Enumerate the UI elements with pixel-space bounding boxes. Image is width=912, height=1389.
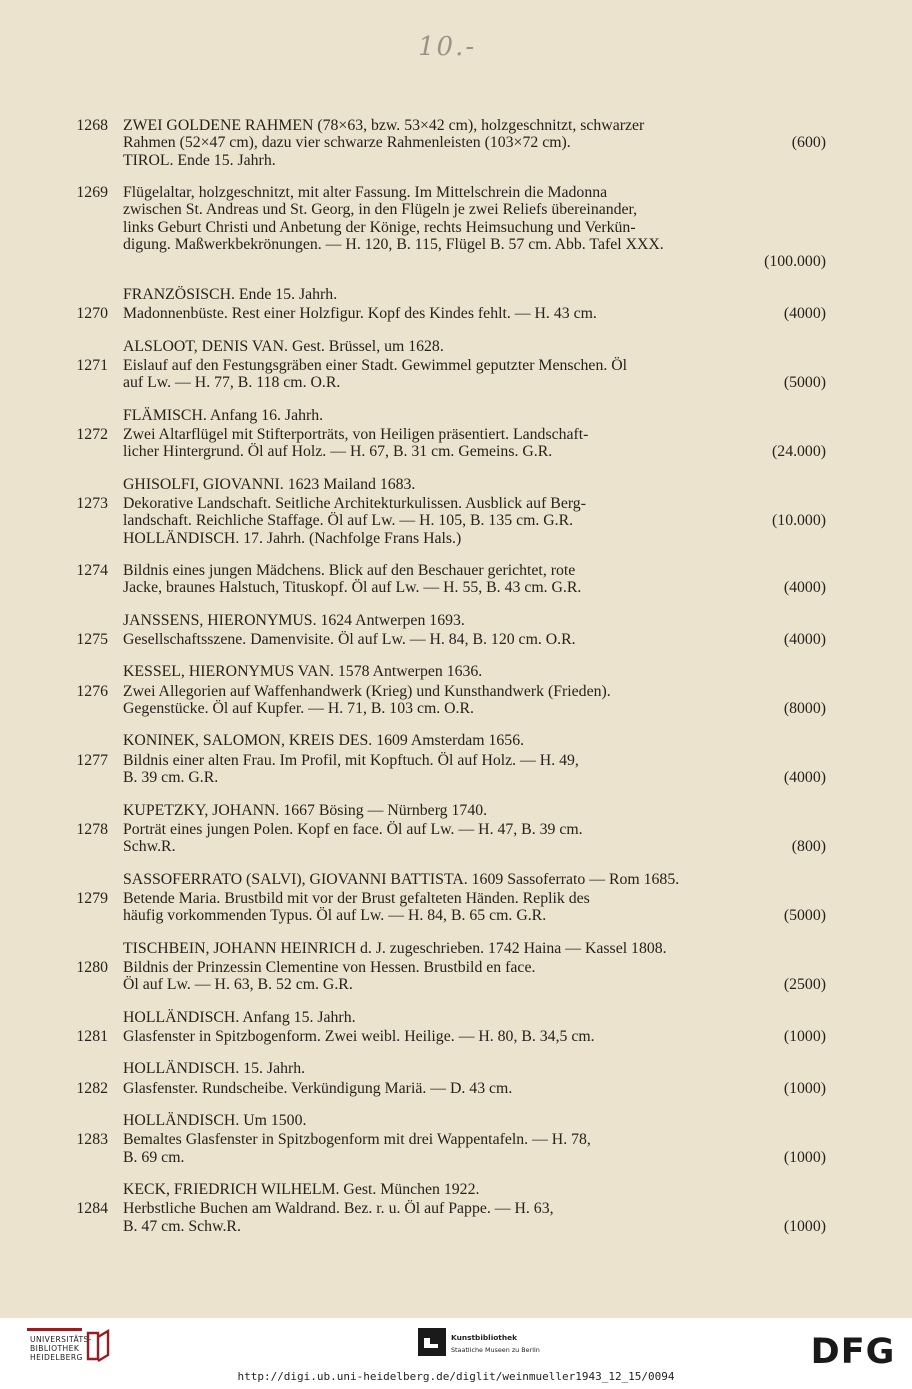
kunstbibliothek-icon <box>418 1328 446 1356</box>
estimate-price: (5000) <box>783 907 826 925</box>
lot-number: 1278 <box>76 820 108 838</box>
lot-number: 1270 <box>76 305 108 323</box>
footer <box>0 1318 912 1389</box>
artist-name: JANSSENS, HIERONYMUS. 1624 Antwerpen 1693. <box>123 611 465 629</box>
lot-number: 1279 <box>76 889 108 907</box>
entry-text-line: Dekorative Landschaft. Seitliche Architekturkulissen. Ausblick auf Berg- <box>123 494 586 512</box>
estimate-price: (5000) <box>783 374 826 392</box>
artist-name: TISCHBEIN, JOHANN HEINRICH d. J. zugeschrieben. 1742 Haina — Kassel 1808. <box>123 939 667 957</box>
estimate-price: (10.000) <box>772 512 826 530</box>
entry-text-line: B. 69 cm. <box>123 1148 185 1166</box>
ub-line-1: UNIVERSITÄTS- <box>30 1335 92 1344</box>
kunstbibliothek-logo[interactable] <box>451 1333 540 1354</box>
entry-text-line: digung. Maßwerkbekrönungen. — H. 120, B. 115, Flügel B. 57 cm. Abb. Tafel XXX. <box>123 236 664 254</box>
lot-number: 1268 <box>76 117 108 134</box>
artist-name: SASSOFERRATO (SALVI), GIOVANNI BATTISTA. 1609 Sassoferrato — Rom 1685. <box>123 870 680 888</box>
ub-emblem-icon <box>84 1329 112 1363</box>
estimate-price: (4000) <box>783 769 826 787</box>
entry-text-line: zwischen St. Andreas und St. Georg, in den Flügeln je zwei Reliefs übereinander, <box>123 201 638 219</box>
entry-text-line: TIROL. Ende 15. Jahrh. <box>123 151 276 169</box>
entry-text-line: Zwei Altarflügel mit Stifterporträts, von Heiligen präsentiert. Landschaft- <box>123 425 589 443</box>
entry-text-line: Bildnis der Prinzessin Clementine von Hessen. Brustbild en face. <box>123 958 536 976</box>
dfg-logo[interactable] <box>806 1332 900 1366</box>
lot-number: 1274 <box>76 562 108 579</box>
lot-number: 1280 <box>76 958 108 976</box>
entry-text-line: HOLLÄNDISCH. 17. Jahrh. (Nachfolge Frans Hals.) <box>123 529 462 547</box>
ub-heidelberg-logo[interactable] <box>30 1335 92 1362</box>
lot-number: 1282 <box>76 1079 108 1097</box>
lot-number: 1272 <box>76 425 108 443</box>
estimate-price: (2500) <box>783 976 826 994</box>
entry-text-line: Flügelaltar, holzgeschnitzt, mit alter Fassung. Im Mittelschrein die Madonna <box>123 184 608 202</box>
lot-number: 1281 <box>76 1028 108 1045</box>
artist-name: KESSEL, HIERONYMUS VAN. 1578 Antwerpen 1636. <box>123 663 483 681</box>
entry-text-line: Porträt eines jungen Polen. Kopf en face. Öl auf Lw. — H. 47, B. 39 cm. <box>123 820 583 838</box>
lot-number: 1271 <box>76 356 108 374</box>
entry-text-line: Gesellschaftsszene. Damenvisite. Öl auf Lw. — H. 84, B. 120 cm. O.R. <box>123 631 576 649</box>
artist-name: HOLLÄNDISCH. Um 1500. <box>123 1112 307 1130</box>
estimate-price: (8000) <box>783 700 826 718</box>
estimate-price: (1000) <box>783 1217 826 1235</box>
entry-text-line: Bemaltes Glasfenster in Spitzbogenform mit drei Wappentafeln. — H. 78, <box>123 1131 591 1149</box>
page-url-link[interactable]: http://digi.ub.uni-heidelberg.de/diglit/weinmueller1943_12_15/0094 <box>237 1370 675 1383</box>
entry-text-line: auf Lw. — H. 77, B. 118 cm. O.R. <box>123 374 341 392</box>
estimate-price: (1000) <box>783 1028 826 1045</box>
entry-text-line: Glasfenster in Spitzbogenform. Zwei weibl. Heilige. — H. 80, B. 34,5 cm. <box>123 1028 595 1045</box>
entry-text-line: Bildnis eines jungen Mädchens. Blick auf den Beschauer gerichtet, rote <box>123 562 576 579</box>
artist-name: FLÄMISCH. Anfang 16. Jahrh. <box>123 406 324 424</box>
entry-text-line: Betende Maria. Brustbild mit vor der Brust gefalteten Händen. Replik des <box>123 889 590 907</box>
entry-text-line: Rahmen (52×47 cm), dazu vier schwarze Rahmenleisten (103×72 cm). <box>123 134 571 152</box>
artist-name: GHISOLFI, GIOVANNI. 1623 Mailand 1683. <box>123 475 416 493</box>
estimate-price: (1000) <box>783 1148 826 1166</box>
lot-number: 1275 <box>76 631 108 649</box>
entry-text-line: Glasfenster. Rundscheibe. Verkündigung Mariä. — D. 43 cm. <box>123 1079 513 1097</box>
entry-text-line: Gegenstücke. Öl auf Kupfer. — H. 71, B. 103 cm. O.R. <box>123 700 474 718</box>
estimate-price: (4000) <box>783 579 826 597</box>
entry-text-line: Jacke, braunes Halstuch, Tituskopf. Öl auf Lw. — H. 55, B. 43 cm. G.R. <box>123 579 582 597</box>
entry-text-line: Herbstliche Buchen am Waldrand. Bez. r. u. Öl auf Pappe. — H. 63, <box>123 1200 554 1218</box>
entry-text-line: licher Hintergrund. Öl auf Holz. — H. 67, B. 31 cm. Gemeins. G.R. <box>123 443 553 461</box>
lot-number: 1276 <box>76 682 108 700</box>
artist-name: KUPETZKY, JOHANN. 1667 Bösing — Nürnberg 1740. <box>123 801 488 819</box>
entry-text-line: häufig vorkommenden Typus. Öl auf Lw. — H. 84, B. 65 cm. G.R. <box>123 907 547 925</box>
kb-subtitle: Staatliche Museen zu Berlin <box>451 1346 540 1354</box>
entry-text-line: Bildnis einer alten Frau. Im Profil, mit Kopftuch. Öl auf Holz. — H. 49, <box>123 751 579 769</box>
entry-text-line: Zwei Allegorien auf Waffenhandwerk (Krieg) und Kunsthandwerk (Frieden). <box>123 682 611 700</box>
entry-text-line: Schw.R. <box>123 838 176 856</box>
pencil-price-note: 10.- <box>418 32 477 62</box>
artist-name: HOLLÄNDISCH. Anfang 15. Jahrh. <box>123 1008 356 1026</box>
estimate-price: (800) <box>791 838 826 856</box>
artist-name: HOLLÄNDISCH. 15. Jahrh. <box>123 1060 306 1078</box>
dfg-text: DFG <box>810 1332 896 1366</box>
lot-number: 1273 <box>76 494 108 512</box>
entry-text-line: links Geburt Christi und Anbetung der Könige, rechts Heimsuchung und Verkün- <box>123 218 636 236</box>
estimate-price: (1000) <box>783 1079 826 1097</box>
entry-text-line: B. 47 cm. Schw.R. <box>123 1217 241 1235</box>
artist-name: KECK, FRIEDRICH WILHELM. Gest. München 1922. <box>123 1181 480 1199</box>
lot-number: 1277 <box>76 751 108 769</box>
estimate-price: (4000) <box>783 305 826 323</box>
estimate-price: (4000) <box>783 631 826 649</box>
entry-text-line: Madonnenbüste. Rest einer Holzfigur. Kopf des Kindes fehlt. — H. 43 cm. <box>123 305 597 323</box>
entry-text-line: Eislauf auf den Festungsgräben einer Stadt. Gewimmel geputzter Menschen. Öl <box>123 356 628 374</box>
entry-text-line: landschaft. Reichliche Staffage. Öl auf Lw. — H. 105, B. 135 cm. G.R. <box>123 512 574 530</box>
entry-text-line: ZWEI GOLDENE RAHMEN (78×63, bzw. 53×42 cm), holzgeschnitzt, schwarzer <box>123 117 645 134</box>
lot-number: 1284 <box>76 1200 108 1218</box>
artist-name: FRANZÖSISCH. Ende 15. Jahrh. <box>123 285 338 303</box>
entry-text-line: Öl auf Lw. — H. 63, B. 52 cm. G.R. <box>123 976 353 994</box>
artist-name: ALSLOOT, DENIS VAN. Gest. Brüssel, um 1628. <box>123 337 444 355</box>
ub-line-2: BIBLIOTHEK <box>30 1344 80 1353</box>
lot-number: 1269 <box>76 184 108 202</box>
artist-name: KONINEK, SALOMON, KREIS DES. 1609 Amsterdam 1656. <box>123 732 525 750</box>
estimate-price: (100.000) <box>764 253 826 271</box>
lot-number: 1283 <box>76 1131 108 1149</box>
ub-line-3: HEIDELBERG <box>30 1353 83 1362</box>
entry-text-line: B. 39 cm. G.R. <box>123 769 219 787</box>
estimate-price: (600) <box>791 134 826 152</box>
kb-title: Kunstbibliothek <box>451 1333 518 1342</box>
estimate-price: (24.000) <box>772 443 826 461</box>
